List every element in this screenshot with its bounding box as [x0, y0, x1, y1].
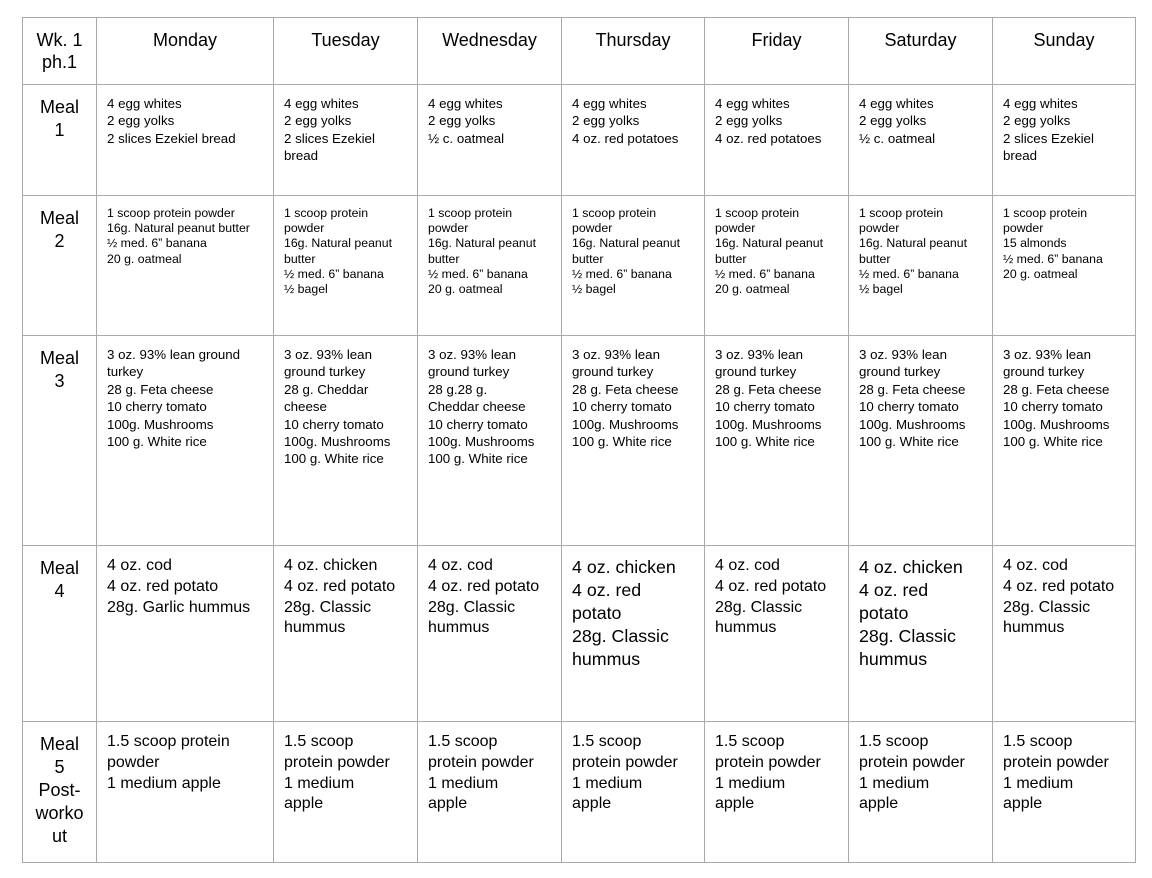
food-item: 1 medium [284, 774, 355, 792]
food-item: 100g. Mushrooms [859, 416, 966, 432]
food-item: 1 scoop protein [1003, 206, 1088, 220]
food-item: hummus [284, 619, 346, 637]
food-item: 1 medium [428, 774, 499, 792]
food-item: 1 medium apple [107, 774, 221, 792]
food-item: 3 oz. 93% lean ground [107, 347, 241, 362]
meal-5-saturday-cell [849, 722, 993, 863]
food-item: 16g. Natural peanut [859, 236, 968, 251]
food-item: 28 g. Feta cheese [715, 381, 822, 397]
food-item: 100 g. White rice [715, 434, 815, 450]
food-item: hummus [572, 649, 641, 669]
food-item: 3 oz. 93% lean [859, 347, 947, 362]
food-item: 100g. Mushrooms [715, 416, 822, 432]
day-header-friday: Friday [705, 18, 849, 85]
food-item: 3 oz. 93% lean [284, 347, 372, 362]
food-item: hummus [859, 649, 928, 669]
food-item: 10 cherry tomato [715, 399, 815, 415]
food-item: 1.5 scoop [284, 733, 354, 750]
food-item: 28 g. Feta cheese [1003, 381, 1110, 397]
food-item: 20 g. oatmeal [428, 282, 503, 297]
food-item: butter [572, 251, 604, 266]
food-item: turkey [107, 364, 144, 380]
food-item: 4 egg whites [107, 96, 182, 111]
food-item: hummus [715, 619, 777, 637]
food-item: apple [859, 795, 899, 813]
meal-label-line: 4 [54, 581, 65, 601]
meal-label-line: Meal [39, 558, 79, 578]
food-item: apple [284, 795, 324, 813]
meal-1-wednesday-cell [418, 85, 562, 196]
food-item: potato [572, 603, 622, 623]
meal-5-sunday-cell [993, 722, 1136, 863]
meal-row [23, 546, 1136, 722]
food-item: ½ bagel [572, 282, 616, 297]
food-item: ½ med. 6” banana [572, 266, 672, 281]
meal-3-saturday-cell [849, 336, 993, 546]
food-item: 100 g. White rice [284, 451, 384, 467]
food-item: 16g. Natural peanut [284, 236, 393, 251]
meal-1-friday-cell [705, 85, 849, 196]
food-item: ½ bagel [284, 282, 328, 297]
meal-row [23, 336, 1136, 546]
food-item: 100g. Mushrooms [1003, 416, 1110, 432]
food-item: 2 slices Ezekiel [284, 130, 375, 146]
food-item: protein powder [859, 753, 965, 771]
meal-label-line: Meal [39, 734, 79, 754]
food-item: 100 g. White rice [1003, 434, 1103, 450]
food-item: ½ med. 6” banana [284, 266, 384, 281]
meal-label-line: Meal [39, 208, 79, 228]
meal-label-cell [23, 336, 97, 546]
meal-1-monday-cell [97, 85, 274, 196]
food-item: apple [1003, 795, 1043, 813]
food-item: 1 medium [1003, 774, 1074, 792]
meal-label-line: Post- [38, 780, 81, 800]
food-item: butter [284, 251, 316, 266]
food-item: 2 egg yolks [715, 113, 783, 129]
food-item: 28 g. Feta cheese [859, 381, 966, 397]
meal-label-line: worko [35, 803, 84, 823]
food-item: protein powder [284, 753, 390, 771]
food-item: 16g. Natural peanut [715, 236, 824, 251]
food-item: cheese [284, 399, 327, 415]
food-item: powder [572, 221, 613, 236]
food-item: 10 cherry tomato [107, 399, 207, 415]
food-item: 16g. Natural peanut butter [107, 221, 250, 236]
meal-label-cell [23, 196, 97, 336]
food-item: 3 oz. 93% lean [572, 347, 660, 362]
meal-row [23, 722, 1136, 863]
food-item: 2 slices Ezekiel [1003, 130, 1094, 146]
food-item: 28 g.28 g. [428, 381, 488, 397]
meal-plan-page [22, 17, 1136, 863]
food-item: ½ med. 6” banana [715, 266, 815, 281]
food-item: 4 egg whites [715, 96, 790, 111]
corner-cell [23, 18, 97, 85]
food-item: 2 egg yolks [572, 113, 640, 129]
food-item: 4 oz. red [859, 580, 929, 600]
meal-4-friday-cell [705, 546, 849, 722]
food-item: 28 g. Feta cheese [107, 381, 214, 397]
corner-line: ph.1 [41, 52, 78, 72]
food-item: powder [1003, 221, 1044, 236]
food-item: protein powder [715, 753, 821, 771]
food-item: 15 almonds [1003, 236, 1067, 251]
food-item: ground turkey [859, 364, 941, 380]
food-item: 3 oz. 93% lean [1003, 347, 1091, 362]
food-item: powder [428, 221, 469, 236]
meal-4-saturday-cell [849, 546, 993, 722]
food-item: butter [428, 251, 460, 266]
meal-3-sunday-cell [993, 336, 1136, 546]
day-header-tuesday: Tuesday [274, 18, 418, 85]
food-item: 1 medium [572, 774, 643, 792]
food-item: 28g. Classic [284, 598, 372, 616]
food-item: ½ c. oatmeal [859, 130, 936, 146]
day-header-thursday: Thursday [562, 18, 705, 85]
food-item: butter [715, 251, 747, 266]
meal-4-monday-cell [97, 546, 274, 722]
meal-5-tuesday-cell [274, 722, 418, 863]
meal-row [23, 196, 1136, 336]
meal-3-thursday-cell [562, 336, 705, 546]
food-item: 28g. Garlic hummus [107, 598, 251, 616]
food-item: ½ med. 6” banana [1003, 251, 1103, 266]
food-item: 4 oz. cod [715, 557, 780, 574]
food-item: 28g. Classic [1003, 598, 1091, 616]
food-item: 4 egg whites [428, 96, 503, 111]
food-item: 1.5 scoop [1003, 733, 1073, 750]
food-item: 1 scoop protein [284, 206, 369, 220]
food-item: 1.5 scoop [428, 733, 498, 750]
meal-label-line: 3 [54, 371, 65, 391]
day-header-wednesday: Wednesday [418, 18, 562, 85]
food-item: 28 g. Cheddar [284, 381, 369, 397]
food-item: 20 g. oatmeal [1003, 266, 1078, 281]
food-item: 2 egg yolks [859, 113, 927, 129]
food-item: 4 oz. red potatoes [715, 130, 822, 146]
meal-2-monday-cell [97, 196, 274, 336]
meal-plan-table [22, 17, 1136, 863]
meal-label-line: ut [51, 826, 67, 846]
food-item: 100 g. White rice [107, 434, 207, 450]
food-item: 4 oz. chicken [859, 557, 963, 577]
meal-label-line: Meal [39, 97, 79, 117]
food-item: 4 oz. cod [1003, 557, 1068, 574]
food-item: 20 g. oatmeal [715, 282, 790, 297]
food-item: 100 g. White rice [859, 434, 959, 450]
food-item: 28g. Classic [428, 598, 516, 616]
food-item: 28g. Classic [572, 626, 669, 646]
food-item: butter [859, 251, 891, 266]
food-item: ground turkey [428, 364, 510, 380]
food-item: 1 scoop protein [859, 206, 944, 220]
food-item: hummus [1003, 619, 1065, 637]
food-item: bread [1003, 148, 1038, 164]
food-item: apple [428, 795, 468, 813]
food-item: 4 oz. cod [428, 557, 493, 574]
meal-row [23, 85, 1136, 196]
food-item: 1.5 scoop [859, 733, 929, 750]
food-item: 100g. Mushrooms [572, 416, 679, 432]
food-item: 3 oz. 93% lean [428, 347, 516, 362]
food-item: powder [284, 221, 325, 236]
food-item: 1 scoop protein powder [107, 206, 235, 220]
meal-4-sunday-cell [993, 546, 1136, 722]
meal-5-monday-cell [97, 722, 274, 863]
food-item: hummus [428, 619, 490, 637]
food-item: 4 oz. red potatoes [572, 130, 679, 146]
food-item: 1 scoop protein [428, 206, 513, 220]
food-item: 2 egg yolks [107, 113, 175, 129]
meal-1-sunday-cell [993, 85, 1136, 196]
meal-4-tuesday-cell [274, 546, 418, 722]
food-item: 4 oz. red potato [715, 577, 827, 595]
food-item: 100 g. White rice [572, 434, 672, 450]
food-item: 4 oz. chicken [284, 557, 378, 574]
header-row [23, 18, 1136, 85]
meal-label-cell [23, 85, 97, 196]
meal-label-line: 5 [54, 757, 65, 777]
food-item: bread [284, 148, 319, 164]
food-item: 1 scoop protein [572, 206, 657, 220]
food-item: 4 egg whites [284, 96, 359, 111]
food-item: apple [572, 795, 612, 813]
meal-1-thursday-cell [562, 85, 705, 196]
meal-3-monday-cell [97, 336, 274, 546]
food-item: 4 oz. red [572, 580, 642, 600]
meal-5-friday-cell [705, 722, 849, 863]
food-item: powder [107, 753, 160, 771]
food-item: 100g. Mushrooms [284, 434, 391, 450]
food-item: ground turkey [1003, 364, 1085, 380]
meal-3-friday-cell [705, 336, 849, 546]
food-item: 4 egg whites [1003, 96, 1078, 111]
day-header-sunday: Sunday [993, 18, 1136, 85]
food-item: ½ med. 6” banana [107, 236, 207, 251]
meal-4-wednesday-cell [418, 546, 562, 722]
food-item: potato [859, 603, 909, 623]
food-item: 10 cherry tomato [284, 416, 384, 432]
food-item: ½ med. 6” banana [859, 266, 959, 281]
food-item: 10 cherry tomato [859, 399, 959, 415]
food-item: ½ med. 6” banana [428, 266, 528, 281]
meal-3-tuesday-cell [274, 336, 418, 546]
corner-line: Wk. 1 [36, 30, 83, 50]
meal-label-cell [23, 722, 97, 863]
food-item: 3 oz. 93% lean [715, 347, 803, 362]
day-header-saturday: Saturday [849, 18, 993, 85]
meal-1-saturday-cell [849, 85, 993, 196]
food-item: 16g. Natural peanut [428, 236, 537, 251]
meal-label-cell [23, 546, 97, 722]
food-item: 10 cherry tomato [428, 416, 528, 432]
food-item: 4 oz. cod [107, 557, 172, 574]
food-item: 10 cherry tomato [1003, 399, 1103, 415]
food-item: ½ bagel [859, 282, 903, 297]
day-header-monday: Monday [97, 18, 274, 85]
food-item: 16g. Natural peanut [572, 236, 681, 251]
food-item: 4 oz. red potato [428, 577, 540, 595]
food-item: 20 g. oatmeal [107, 251, 182, 266]
meal-1-tuesday-cell [274, 85, 418, 196]
meal-2-friday-cell [705, 196, 849, 336]
food-item: 2 egg yolks [1003, 113, 1071, 129]
meal-2-saturday-cell [849, 196, 993, 336]
food-item: 4 oz. red potato [107, 577, 219, 595]
food-item: 10 cherry tomato [572, 399, 672, 415]
meal-2-thursday-cell [562, 196, 705, 336]
food-item: 100g. Mushrooms [107, 416, 214, 432]
meal-label-line: Meal [39, 348, 79, 368]
meal-5-wednesday-cell [418, 722, 562, 863]
food-item: 4 egg whites [572, 96, 647, 111]
food-item: 100g. Mushrooms [428, 434, 535, 450]
food-item: 4 oz. red potato [284, 577, 396, 595]
food-item: 4 oz. chicken [572, 557, 676, 577]
food-item: protein powder [572, 753, 678, 771]
food-item: 1.5 scoop [715, 733, 785, 750]
food-item: 28 g. Feta cheese [572, 381, 679, 397]
meal-4-thursday-cell [562, 546, 705, 722]
food-item: powder [859, 221, 900, 236]
meal-2-tuesday-cell [274, 196, 418, 336]
food-item: apple [715, 795, 755, 813]
food-item: 28g. Classic [715, 598, 803, 616]
food-item: 4 egg whites [859, 96, 934, 111]
meal-2-wednesday-cell [418, 196, 562, 336]
food-item: protein powder [428, 753, 534, 771]
meal-2-sunday-cell [993, 196, 1136, 336]
food-item: Cheddar cheese [428, 399, 526, 415]
meal-label-line: 2 [54, 231, 65, 251]
meal-5-thursday-cell [562, 722, 705, 863]
food-item: protein powder [1003, 753, 1109, 771]
food-item: 2 slices Ezekiel bread [107, 130, 236, 146]
meal-3-wednesday-cell [418, 336, 562, 546]
food-item: ground turkey [572, 364, 654, 380]
food-item: 1 scoop protein [715, 206, 800, 220]
food-item: 100 g. White rice [428, 451, 528, 467]
food-item: ½ c. oatmeal [428, 130, 505, 146]
food-item: 1.5 scoop [572, 733, 642, 750]
food-item: 1.5 scoop protein [107, 733, 230, 750]
food-item: ground turkey [715, 364, 797, 380]
food-item: 28g. Classic [859, 626, 956, 646]
meal-label-line: 1 [54, 120, 65, 140]
food-item: 4 oz. red potato [1003, 577, 1115, 595]
food-item: 2 egg yolks [284, 113, 352, 129]
food-item: 2 egg yolks [428, 113, 496, 129]
food-item: 1 medium [715, 774, 786, 792]
food-item: ground turkey [284, 364, 366, 380]
food-item: powder [715, 221, 756, 236]
food-item: 1 medium [859, 774, 930, 792]
